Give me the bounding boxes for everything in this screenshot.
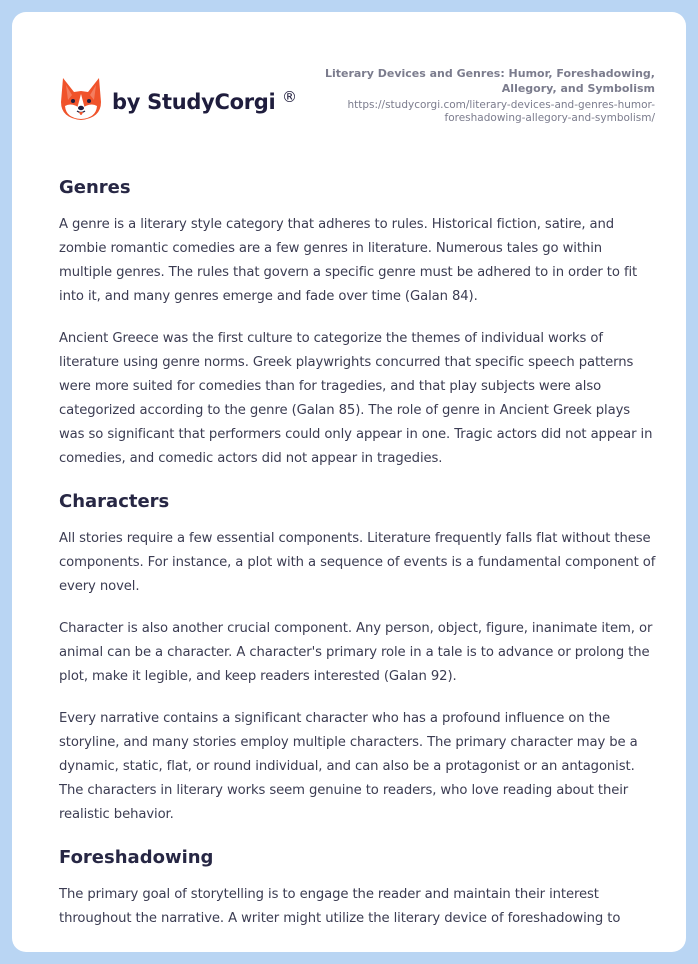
paragraph: All stories require a few essential components. Literature frequently falls flat without these components. For instance, a plot with a sequence of events is a fundamental component of every novel.	[59, 531, 656, 594]
section-characters	[59, 489, 659, 827]
paragraph: A genre is a literary style category that adheres to rules. Historical fiction, satire, and zombie romantic comedies are a few genres in literature. Numerous tales go within multiple genres. The rules that govern a specific genre must be adhered to in order to fit into it, and many genres emerge and fade over time (Galan 84).	[59, 217, 638, 304]
document-header	[12, 12, 686, 152]
paragraph: Ancient Greece was the first culture to categorize the themes of individual works of literature using genre norms. Greek playwrights concurred that specific speech patterns were more suited for comedies than for tragedies, and that play subjects were also categorized according to the genre (Galan 85). The role of genre in Ancient Greek plays was so significant that performers could only appear in one. Tragic actors did not appear in comedies, and comedic actors did not appear in tragedies.	[59, 331, 653, 466]
paragraph: Every narrative contains a significant character who has a profound influence on the storyline, and many stories employ multiple characters. The primary character may be a dynamic, static, flat, or round individual, and can also be a protagonist or an antagonist. The characters in literary works seem genuine to readers, who love reading about their realistic behavior.	[59, 711, 638, 822]
document-title: Literary Devices and Genres: Humor, Foreshadowing, Allegory, and Symbolism	[324, 67, 655, 95]
brand-name: by StudyCorgi	[112, 90, 276, 114]
section-heading: Foreshadowing	[59, 847, 214, 868]
corgi-icon	[60, 76, 102, 122]
section-genres	[59, 175, 659, 471]
section-heading: Characters	[59, 491, 170, 512]
document-url[interactable]: https://studycorgi.com/literary-devices-and-genres-humor-foreshadowing-allegory-and-symbolism/	[347, 99, 655, 124]
document-card	[12, 12, 686, 952]
paragraph: The primary goal of storytelling is to engage the reader and maintain their interest throughout the narrative. A writer might utilize the literary device of foreshadowing to	[59, 887, 621, 926]
section-foreshadowing	[59, 845, 659, 931]
document-body	[59, 175, 659, 949]
studycorgi-logo[interactable]	[60, 76, 297, 122]
paragraph: Character is also another crucial component. Any person, object, figure, inanimate item, or animal can be a character. A character's primary role in a tale is to advance or prolong the plot, make it legible, and keep readers interested (Galan 92).	[59, 621, 653, 684]
document-meta	[295, 66, 655, 125]
registered-mark: ®	[282, 88, 297, 106]
section-heading: Genres	[59, 177, 131, 198]
